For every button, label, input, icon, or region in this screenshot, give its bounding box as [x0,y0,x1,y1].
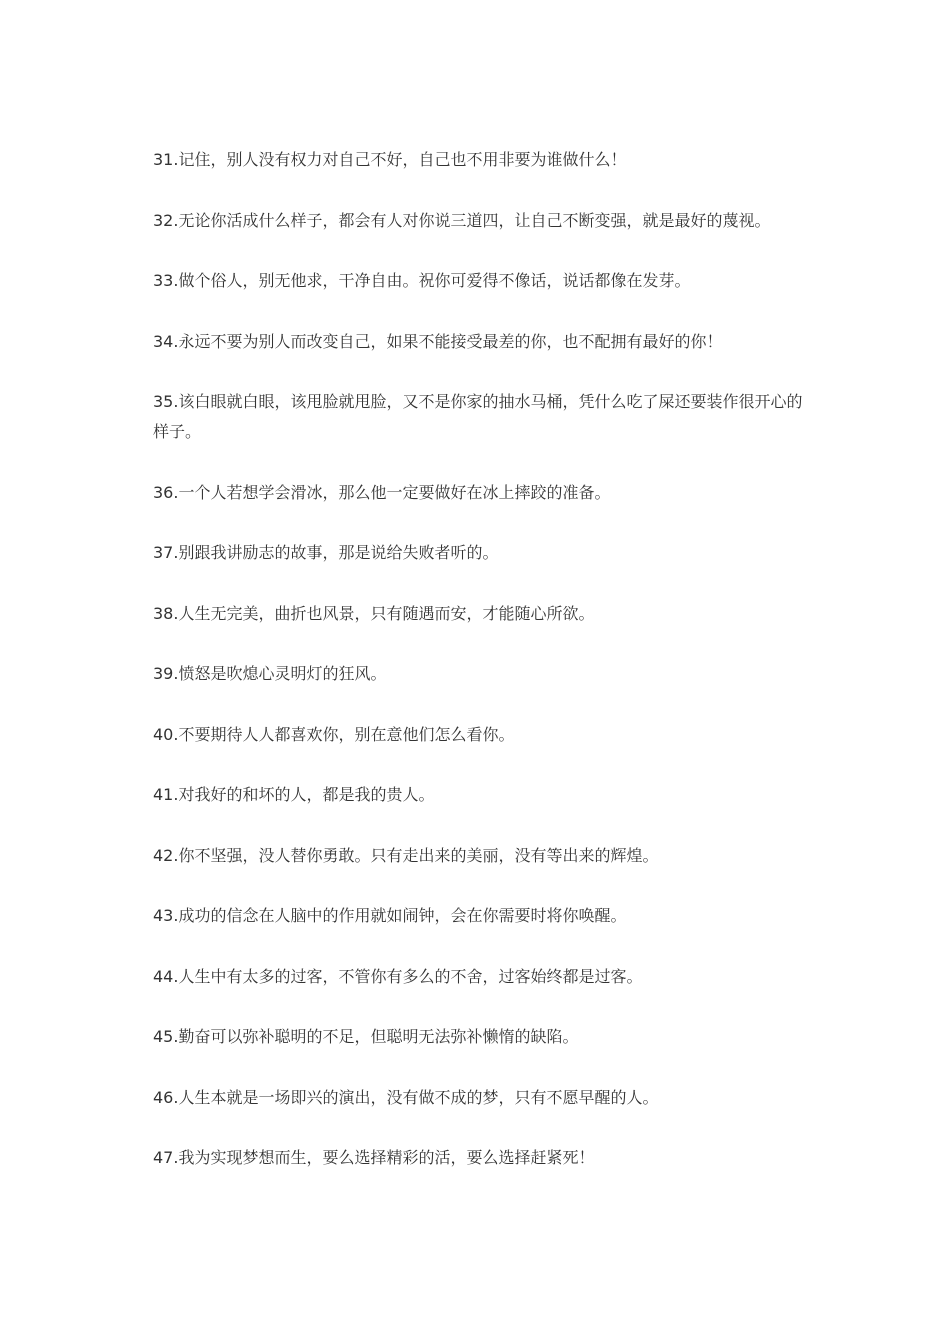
quote-item: 38.人生无完美，曲折也风景，只有随遇而安，才能随心所欲。 [153,603,595,623]
quote-item: 45.勤奋可以弥补聪明的不足，但聪明无法弥补懒惰的缺陷。 [153,1027,579,1046]
quote-item: 34.永远不要为别人而改变自己，如果不能接受最差的你，也不配拥有最好的你！ [153,331,723,351]
quote-item: 46.人生本就是一场即兴的演出，没有做不成的梦，只有不愿早醒的人。 [153,1087,659,1107]
quote-item: 31.记住，别人没有权力对自己不好，自己也不用非要为谁做什么！ [153,150,627,169]
quote-item: 43.成功的信念在人脑中的作用就如闹钟，会在你需要时将你唤醒。 [153,906,627,925]
quote-item: 36.一个人若想学会滑冰，那么他一定要做好在冰上摔跤的准备。 [153,482,611,502]
quote-item: 40.不要期待人人都喜欢你，别在意他们怎么看你。 [153,724,515,744]
quote-item: 44.人生中有太多的过客，不管你有多么的不舍，过客始终都是过客。 [153,966,643,986]
quote-list [153,145,803,1204]
quote-item: 33.做个俗人，别无他求，干净自由。祝你可爱得不像话，说话都像在发芽。 [153,271,691,290]
quote-item: 41.对我好的和坏的人，都是我的贵人。 [153,785,435,804]
quote-item: 42.你不坚强，没人替你勇敢。只有走出来的美丽，没有等出来的辉煌。 [153,845,659,865]
quote-item: 47.我为实现梦想而生，要么选择精彩的活，要么选择赶紧死！ [153,1148,595,1167]
quote-item: 35.该白眼就白眼，该甩脸就甩脸，又不是你家的抽水马桶，凭什么吃了屎还要装作很开心的样子。 [153,392,803,441]
quote-item: 37.别跟我讲励志的故事，那是说给失败者听的。 [153,543,499,562]
quote-item: 39.愤怒是吹熄心灵明灯的狂风。 [153,664,387,683]
quote-item: 32.无论你活成什么样子，都会有人对你说三道四，让自己不断变强，就是最好的蔑视。 [153,210,771,230]
